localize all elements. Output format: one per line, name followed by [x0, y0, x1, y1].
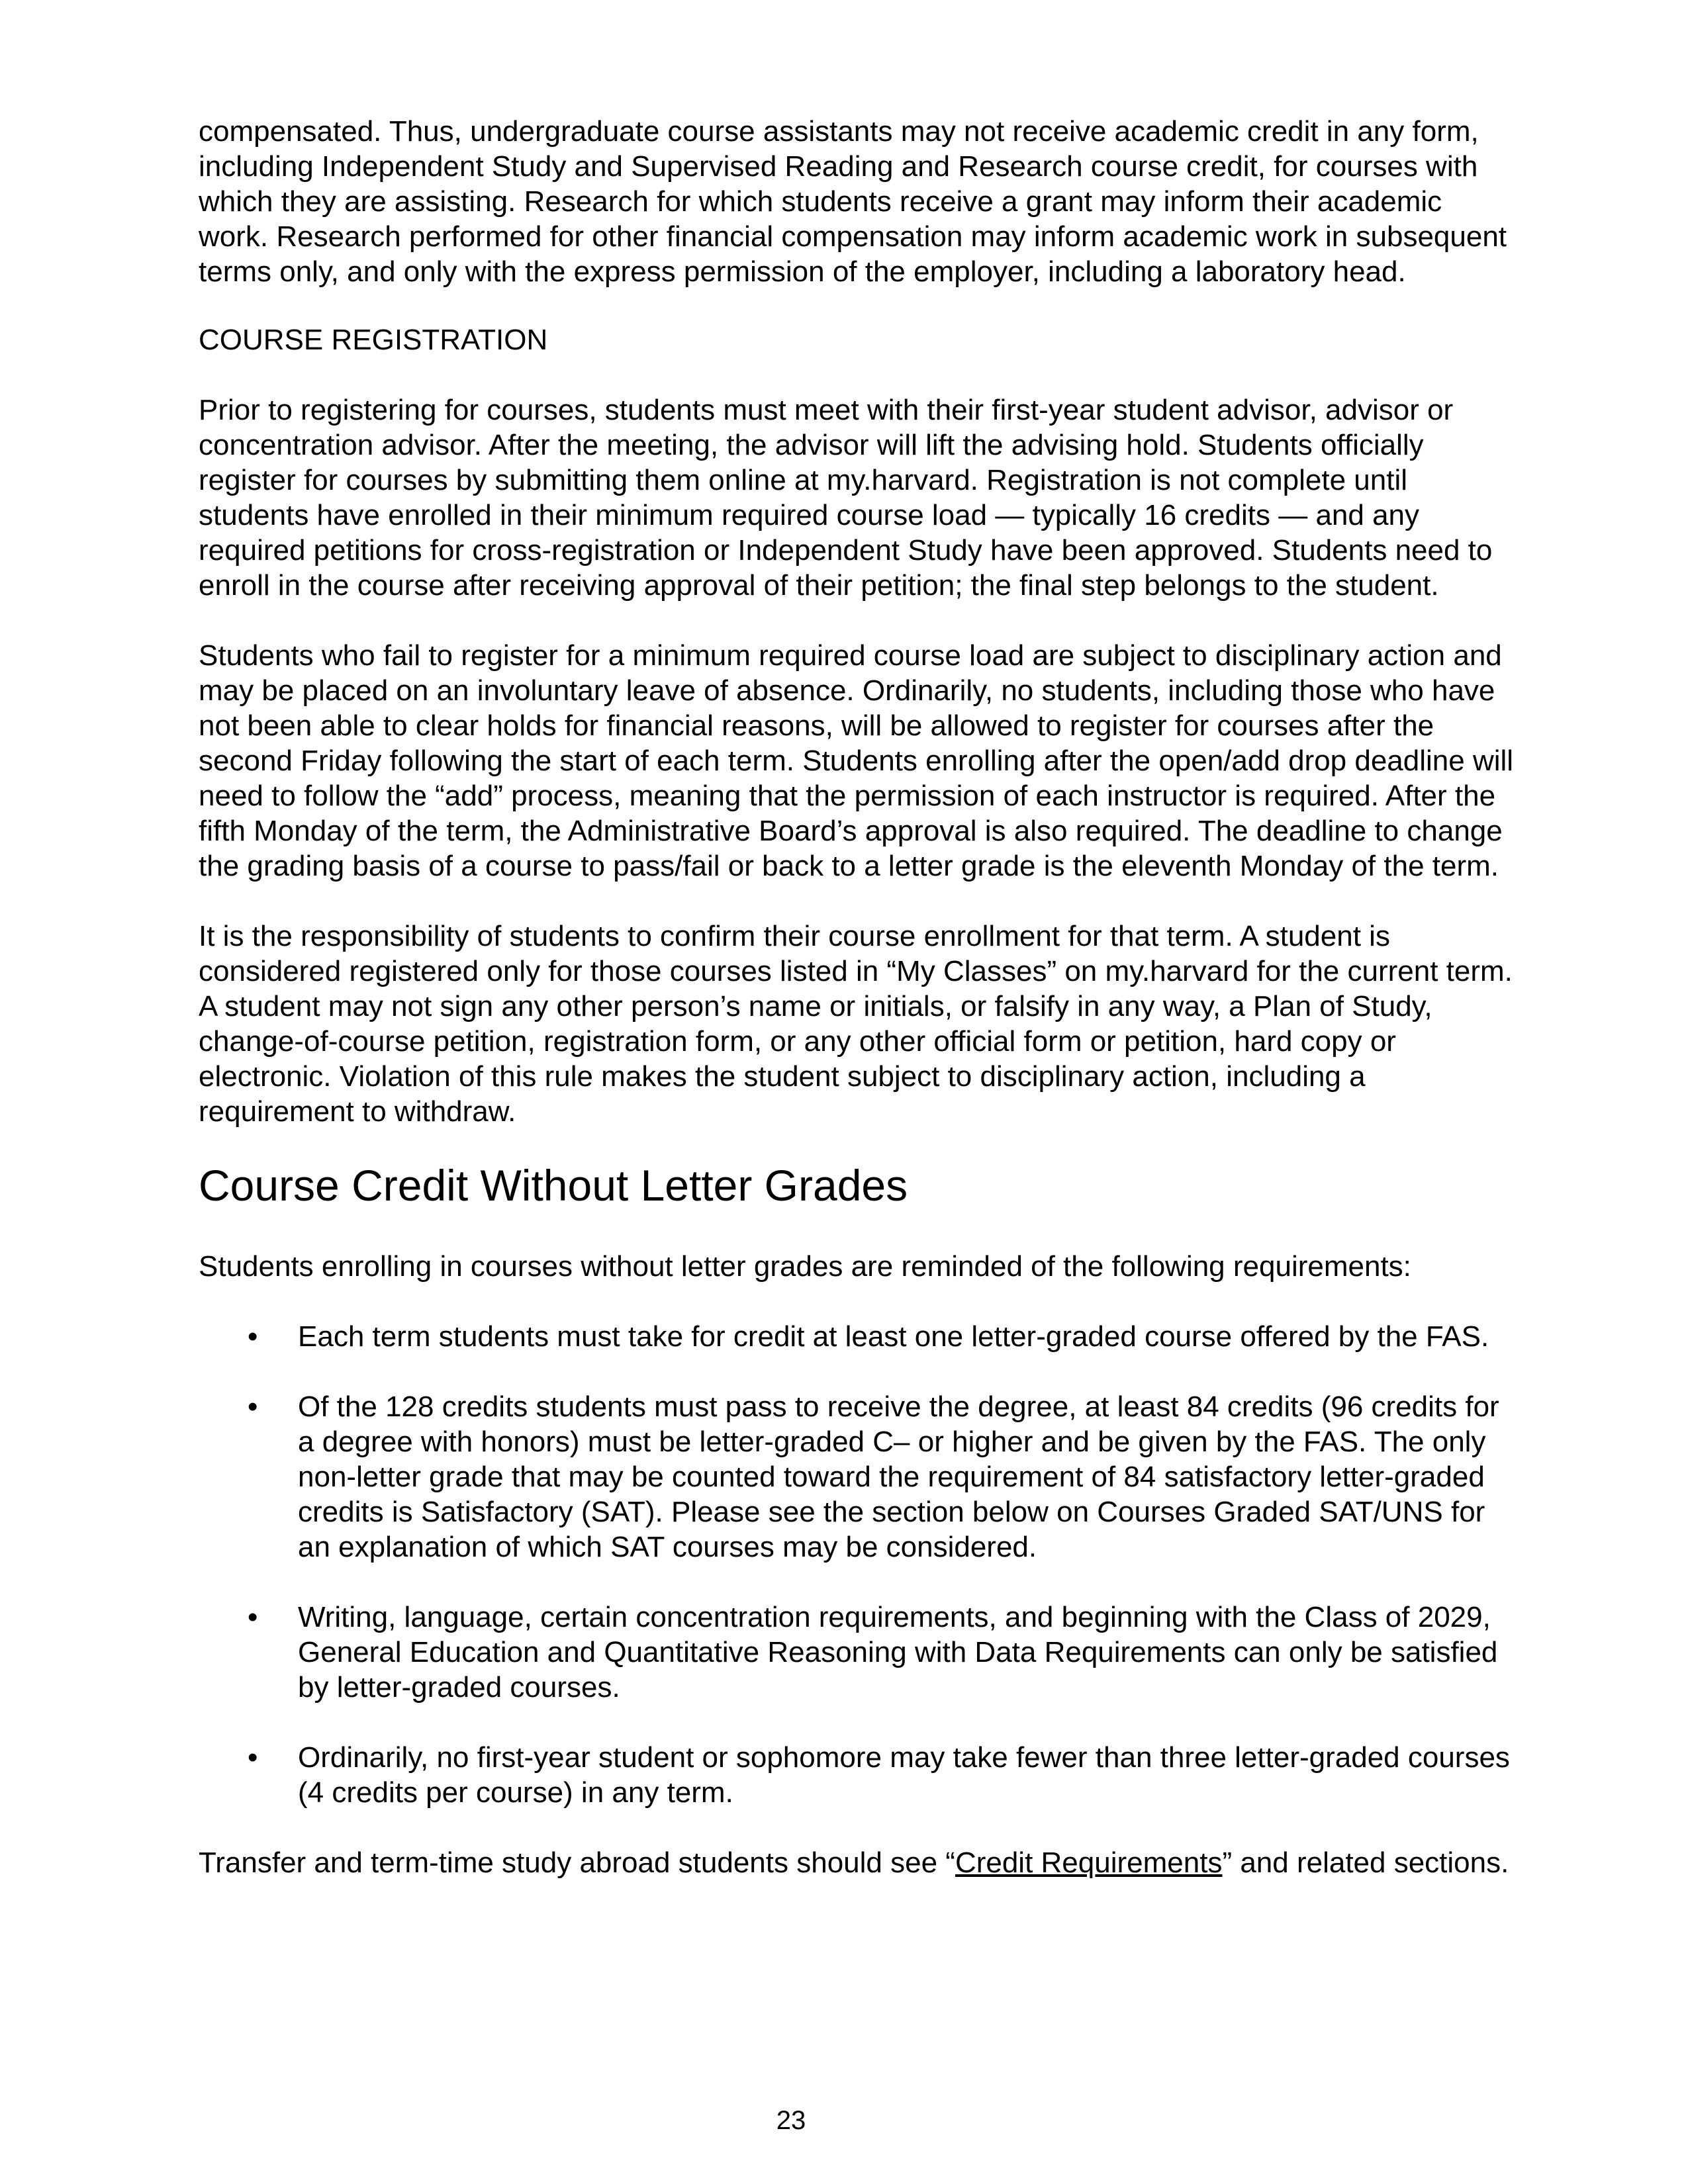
- list-item-text: Writing, language, certain concentration requirements, and beginning with the Class of 2029, General Education and Quantitative Reasoning with Data Requirements can only be satisfied by letter-graded courses.: [298, 1600, 1498, 1704]
- list-item-text: Of the 128 credits students must pass to receive the degree, at least 84 credits (96 credits for a degree with honors) must be letter-graded C– or higher and be given by the FAS. The only non-letter grade that may be counted toward the requirement of 84 satisfactory letter-graded credits is Satisfactory (SAT). Please see the section below on Courses Graded SAT/UNS for an explanation of which SAT courses may be considered.: [298, 1390, 1499, 1563]
- registration-paragraph-3: It is the responsibility of students to confirm their course enrollment for that term. A student is considered registered only for those courses listed in “My Classes” on my.harvard for the current term. A student may not sign any other person’s name or initials, or falsify in any way, a Plan of Study, change-of-course petition, registration form, or any other official form or petition, hard copy or electronic. Violation of this rule makes the student subject to disciplinary action, including a requirement to withdraw.: [199, 920, 1513, 1128]
- registration-paragraph-1: Prior to registering for courses, students must meet with their first-year student advisor, advisor or concentration advisor. After the meeting, the advisor will lift the advising hold. Students officially register for courses by submitting them online at my.harvard. Registration is not complete until students have enrolled in their minimum required course load — typically 16 credits — and any required petitions for cross-registration or Independent Study have been approved. Students need to enroll in the course after receiving approval of their petition; the final step belongs to the student.: [199, 394, 1493, 602]
- page-number: 23: [776, 2106, 806, 2135]
- course-registration-heading: COURSE REGISTRATION: [199, 324, 548, 356]
- bullet-icon: •: [248, 1320, 258, 1353]
- list-item-text: Each term students must take for credit at least one letter-graded course offered by the FAS.: [298, 1320, 1489, 1353]
- lead-paragraph: compensated. Thus, undergraduate course assistants may not receive academic credit in any form, including Independent Study and Supervised Reading and Research course credit, for courses with which they are assisting. Research for which students receive a grant may inform their academic work. Research performed for other financial compensation may inform academic work in subsequent terms only, and only with the express permission of the employer, including a laboratory head.: [199, 115, 1507, 288]
- list-item: [199, 1389, 1516, 1565]
- list-item: [199, 1600, 1516, 1705]
- list-item: [199, 1319, 1516, 1354]
- credit-requirements-link[interactable]: Credit Requirements: [955, 1846, 1223, 1879]
- registration-paragraph-2: Students who fail to register for a minimum required course load are subject to disciplinary action and may be placed on an involuntary leave of absence. Ordinarily, no students, including those who have not been able to clear holds for financial reasons, will be allowed to register for courses after the second Friday following the start of each term. Students enrolling after the open/add drop deadline will need to follow the “add” process, meaning that the permission of each instructor is required. After the fifth Monday of the term, the Administrative Board’s approval is also required. The deadline to change the grading basis of a course to pass/fail or back to a letter grade is the eleventh Monday of the term.: [199, 639, 1514, 882]
- section-title: Course Credit Without Letter Grades: [199, 1161, 908, 1210]
- bullet-icon: •: [248, 1390, 258, 1423]
- document-page: [199, 114, 1516, 1880]
- list-item-text: Ordinarily, no first-year student or sophomore may take fewer than three letter-graded courses (4 credits per course) in any term.: [298, 1741, 1510, 1809]
- list-item: [199, 1740, 1516, 1810]
- section-intro: Students enrolling in courses without letter grades are reminded of the following requirements:: [199, 1250, 1411, 1283]
- closing-text-after: ” and related sections.: [1222, 1846, 1509, 1879]
- bullet-icon: •: [248, 1600, 258, 1633]
- requirements-list: [199, 1319, 1516, 1810]
- bullet-icon: •: [248, 1741, 258, 1774]
- closing-paragraph: [199, 1845, 1516, 1880]
- closing-text-before: Transfer and term-time study abroad students should see “: [199, 1846, 955, 1879]
